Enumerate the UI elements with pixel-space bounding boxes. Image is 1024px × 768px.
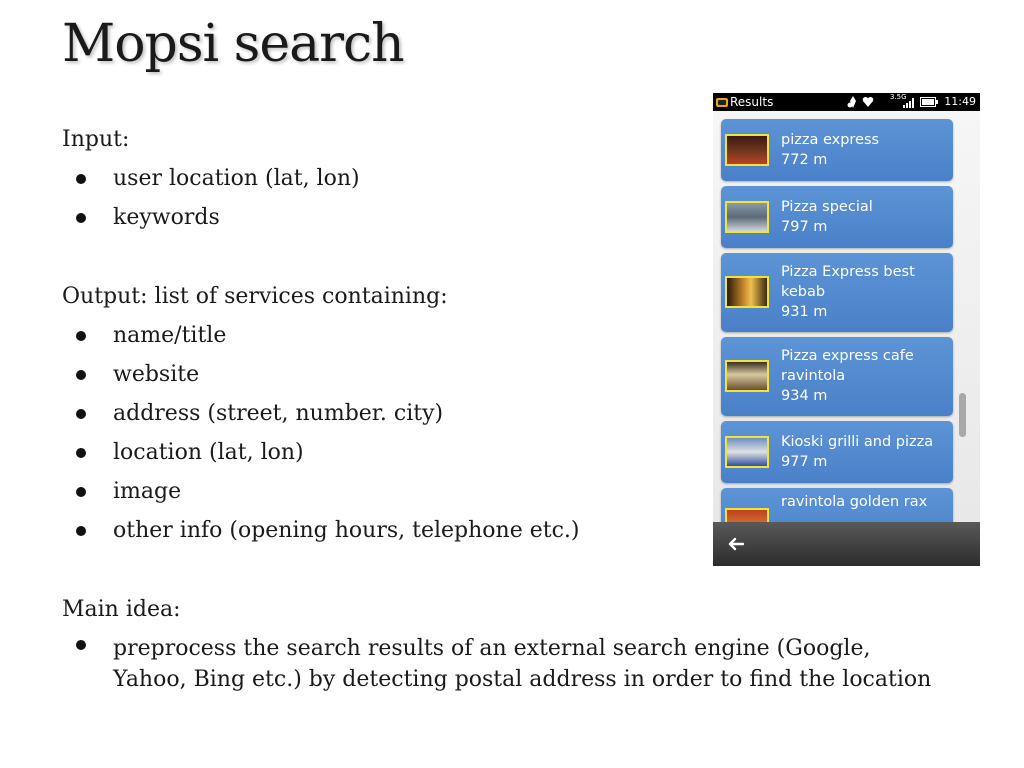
list-item: keywords xyxy=(62,198,962,237)
result-distance: 977 m xyxy=(781,454,828,470)
list-item: image xyxy=(62,472,962,511)
result-thumbnail xyxy=(725,360,769,392)
result-title: pizza express xyxy=(781,132,880,148)
result-distance: 931 m xyxy=(781,304,828,320)
back-arrow-icon[interactable] xyxy=(727,535,745,553)
list-item: name/title xyxy=(62,316,962,355)
list-item: preprocess the search results of an external search engine (Google, Yahoo, Bing etc.) by detecting postal address in order to find the location xyxy=(62,629,933,695)
result-thumbnail xyxy=(725,508,769,522)
status-bar xyxy=(713,93,980,111)
result-thumbnail xyxy=(725,276,769,308)
status-title: Results xyxy=(730,95,774,109)
result-title: ravintola golden rax xyxy=(781,494,928,510)
result-item[interactable] xyxy=(721,119,953,181)
status-time: 11:49 xyxy=(944,95,976,108)
result-item[interactable] xyxy=(721,488,953,522)
list-item: address (street, number. city) xyxy=(62,394,962,433)
result-distance: 934 m xyxy=(781,388,828,404)
location-icon xyxy=(847,96,859,108)
result-thumbnail xyxy=(725,201,769,233)
result-item[interactable] xyxy=(721,421,953,483)
idea-list xyxy=(62,629,962,695)
result-title: Pizza express cafe xyxy=(781,348,914,364)
result-title: Kioski grilli and pizza xyxy=(781,434,934,450)
battery-icon xyxy=(920,96,938,108)
signal-icon xyxy=(903,96,917,108)
output-label: Output: list of services containing: xyxy=(62,284,448,309)
app-logo-icon xyxy=(716,96,728,108)
result-distance: 772 m xyxy=(781,152,828,168)
result-distance: 797 m xyxy=(781,219,828,235)
result-item[interactable] xyxy=(721,337,953,416)
list-item: other info (opening hours, telephone etc.) xyxy=(62,511,962,550)
result-thumbnail xyxy=(725,436,769,468)
result-title: Pizza special xyxy=(781,199,873,215)
results-list xyxy=(713,111,980,522)
heart-icon xyxy=(862,96,874,108)
phone-screenshot xyxy=(713,93,980,566)
slide-title: Mopsi search xyxy=(62,14,404,74)
result-thumbnail xyxy=(725,134,769,166)
bottom-toolbar xyxy=(713,522,980,566)
result-item[interactable] xyxy=(721,186,953,248)
scrollbar[interactable] xyxy=(959,393,966,437)
result-title-cont: ravintola xyxy=(781,368,846,384)
result-title-cont: kebab xyxy=(781,284,826,300)
list-item: location (lat, lon) xyxy=(62,433,962,472)
result-item[interactable] xyxy=(721,253,953,332)
network-type: 3.5G xyxy=(890,93,907,101)
list-item: user location (lat, lon) xyxy=(62,159,962,198)
main-idea-label: Main idea: xyxy=(62,597,181,622)
result-title: Pizza Express best xyxy=(781,264,915,280)
list-item: website xyxy=(62,355,962,394)
input-label: Input: xyxy=(62,127,130,152)
